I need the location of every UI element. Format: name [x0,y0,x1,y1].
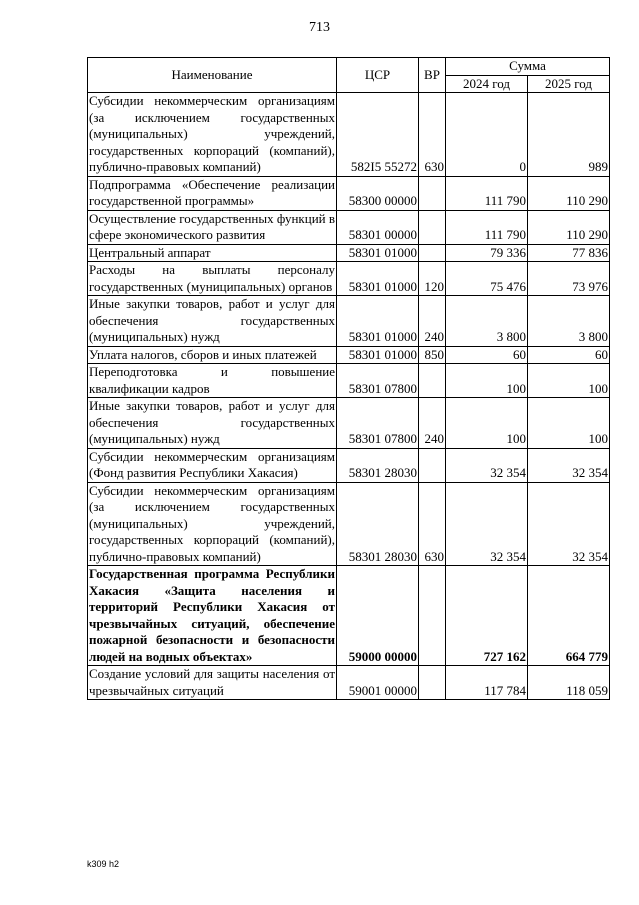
row-vr [419,448,446,482]
row-sum-2025: 989 [528,93,610,177]
row-sum-2025: 100 [528,364,610,398]
row-sum-2025: 60 [528,346,610,364]
row-sum-2024: 32 354 [446,482,528,566]
row-sum-2024: 727 162 [446,566,528,666]
row-sum-2024: 100 [446,398,528,449]
row-sum-2025: 73 976 [528,262,610,296]
row-name: Иные закупки товаров, работ и услуг для обеспечения государственных (муниципальных) нужд [89,398,335,446]
table-header [88,58,610,93]
row-sum-2024: 117 784 [446,666,528,700]
row-name: Подпрограмма «Обеспечение реализации государственной программы» [89,176,335,208]
row-name: Субсидии некоммерческим организациям (за исключением государственных (муниципальных) учреждений, государственных корпораций (компаний), публично-правовых компаний) [89,93,335,174]
page-number: 713 [309,20,330,35]
table-row [88,176,610,210]
row-name: Субсидии некоммерческим организациям (за исключением государственных (муниципальных) учреждений, государственных корпораций (компаний), публично-правовых компаний) [89,482,335,564]
row-sum-2024: 32 354 [446,448,528,482]
row-sum-2024: 111 790 [446,176,528,210]
header-csr: ЦСР [337,58,419,93]
row-sum-2025: 32 354 [528,448,610,482]
row-vr: 240 [419,296,446,347]
table-row [88,666,610,700]
table-row [88,244,610,262]
row-vr: 630 [419,93,446,177]
row-sum-2024: 60 [446,346,528,364]
table-row [88,262,610,296]
row-csr: 58301 07800 [337,398,419,449]
row-vr [419,666,446,700]
row-csr: 58301 00000 [337,210,419,244]
row-sum-2025: 110 290 [528,210,610,244]
row-name: Создание условий для защиты населения от чрезвычайных ситуаций [89,666,335,698]
row-sum-2025: 3 800 [528,296,610,347]
table-row [88,566,610,666]
row-name: Уплата налогов, сборов и иных платежей [88,346,337,364]
header-sum: Сумма [446,58,610,76]
row-csr: 58301 28030 [337,448,419,482]
table-row [88,398,610,449]
row-sum-2025: 100 [528,398,610,449]
row-sum-2024: 111 790 [446,210,528,244]
row-name: Субсидии некоммерческим организациям (Фонд развития Республики Хакасия) [89,448,335,480]
row-vr [419,176,446,210]
row-csr: 582I5 55272 [337,93,419,177]
header-year-2025: 2025 год [528,75,610,93]
table-row [88,482,610,566]
row-sum-2025: 110 290 [528,176,610,210]
row-sum-2025: 118 059 [528,666,610,700]
row-vr: 120 [419,262,446,296]
row-sum-2025: 32 354 [528,482,610,566]
row-vr [419,244,446,262]
row-csr: 59001 00000 [337,666,419,700]
row-name: Государственная программа Республики Хакасия «Защита населения и территорий Республики Хакасия от чрезвычайных ситуаций, обеспечение пожарной безопасности и безопасности людей на водных объектах» [89,566,335,664]
row-csr: 59000 00000 [337,566,419,666]
row-name: Центральный аппарат [88,244,337,262]
row-sum-2024: 0 [446,93,528,177]
row-sum-2024: 100 [446,364,528,398]
row-sum-2025: 77 836 [528,244,610,262]
table-body [88,93,610,700]
row-sum-2024: 3 800 [446,296,528,347]
row-csr: 58301 01000 [337,244,419,262]
footer-code: k309 h2 [87,859,120,869]
table-row [88,93,610,177]
header-year-2024: 2024 год [446,75,528,93]
row-csr: 58301 01000 [337,262,419,296]
table-row [88,346,610,364]
table-row [88,296,610,347]
table-row [88,364,610,398]
row-vr: 850 [419,346,446,364]
row-name: Переподготовка и повышение квалификации кадров [89,364,335,396]
row-csr: 58301 01000 [337,346,419,364]
table-row [88,448,610,482]
row-name: Расходы на выплаты персоналу государственных (муниципальных) органов [89,262,335,294]
row-vr: 630 [419,482,446,566]
row-sum-2024: 79 336 [446,244,528,262]
row-csr: 58301 28030 [337,482,419,566]
header-name: Наименование [88,58,337,93]
table-row [88,210,610,244]
row-vr [419,210,446,244]
row-csr: 58301 07800 [337,364,419,398]
row-name: Осуществление государственных функций в сфере экономического развития [89,210,336,242]
row-name: Иные закупки товаров, работ и услуг для обеспечения государственных (муниципальных) нужд [89,296,335,344]
row-vr [419,566,446,666]
row-sum-2025: 664 779 [528,566,610,666]
budget-table [87,57,610,700]
row-sum-2024: 75 476 [446,262,528,296]
row-csr: 58301 01000 [337,296,419,347]
row-vr [419,364,446,398]
row-csr: 58300 00000 [337,176,419,210]
header-vr: ВР [419,58,446,93]
row-vr: 240 [419,398,446,449]
